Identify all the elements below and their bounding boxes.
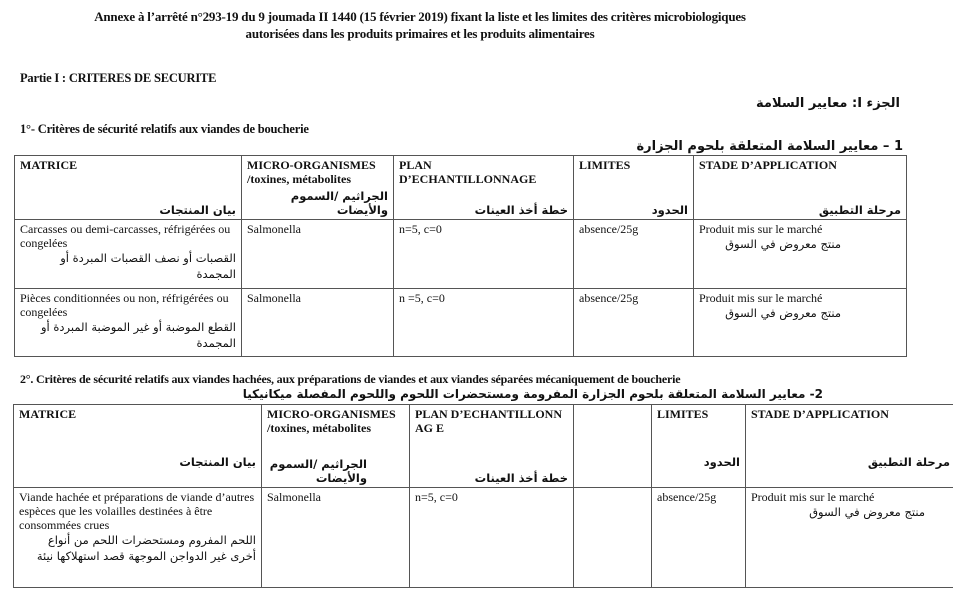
stade-fr: Produit mis sur le marché [699,222,823,236]
part-heading-ar: الجزء I: معايير السلامة [756,96,900,111]
cell-limites: absence/25g [574,220,694,289]
header-ar: بيان المنتجات [159,203,236,217]
header-fr: PLAN D’ECHANTILLONNAGE [399,158,537,186]
cell-limites: absence/25g [652,488,746,588]
section2-heading-fr: 2°. Critères de sécurité relatifs aux viandes hachées, aux préparations de viandes et aux viandes séparées mécaniquement de boucherie [20,372,681,386]
column-header-plan [410,405,574,488]
section1-table [14,155,907,357]
cell-micro: Salmonella [242,220,394,289]
column-header-limites [574,156,694,220]
document-title-line2: autorisées dans les produits primaires et les produits alimentaires [245,26,595,41]
cell-matrice [15,220,242,289]
header-fr: MICRO-ORGANISMES /toxines, métabolites [247,158,376,186]
column-header-empty [574,405,652,488]
section2-heading-ar: 2- معايير السلامة المتعلقة بلحوم الجزارة المفرومة ومستحضرات اللحوم واللحوم المفصلة ميكانيكيا [242,387,823,401]
column-header-micro-organismes [262,405,410,488]
header-ar: مرحلة التطبيق [818,203,901,217]
header-ar: الجراثيم /السموم والأيضات [290,189,388,217]
document-title-line1: Annexe à l’arrêté n°293-19 du 9 joumada II 1440 (15 février 2019) fixant la liste et les limites des critères microbiologiques [94,9,746,24]
column-header-stade [746,405,953,488]
header-fr: PLAN D’ECHANTILLONNAG E [415,407,563,435]
cell-matrice [14,488,262,588]
header-fr: LIMITES [579,158,631,172]
header-ar: خطة أخذ العينات [474,471,568,485]
cell-plan: n=5, c=0 [410,488,574,588]
cell-plan: n=5, c=0 [394,220,574,289]
document-title [0,8,840,42]
header-ar: الحدود [651,203,688,217]
cell-micro: Salmonella [262,488,410,588]
cell-plan: n =5, c=0 [394,289,574,357]
matrice-fr: Carcasses ou demi-carcasses, réfrigérées ou congelées [20,222,231,250]
cell-limites: absence/25g [574,289,694,357]
column-header-micro-organismes [242,156,394,220]
header-ar: مرحلة التطبيق [867,455,950,469]
matrice-ar: اللحم المفروم ومستحضرات اللحم من أنواع أخرى غير الدواجن الموجهة قصد استهلاكها نيئة [36,533,256,563]
column-header-matrice [14,405,262,488]
section1-heading-ar: 1 – معايير السلامة المتعلقة بلحوم الجزارة [636,139,903,154]
header-fr: STADE D’APPLICATION [699,158,837,172]
column-header-matrice [15,156,242,220]
cell-micro: Salmonella [242,289,394,357]
header-fr: MICRO-ORGANISMES /toxines, métabolites [267,407,396,435]
matrice-fr: Viande hachée et préparations de viande d’autres espèces que les volailles destinées à être consommées crues [19,490,255,532]
table-row [15,289,907,357]
cell-stade [694,220,907,289]
header-fr: MATRICE [20,158,78,172]
stade-ar: منتج معروض في السوق [725,306,841,320]
column-header-plan [394,156,574,220]
header-ar: الحدود [703,455,740,469]
matrice-fr: Pièces conditionnées ou non, réfrigérées ou congelées [20,291,229,319]
matrice-ar: القصبات أو نصف القصبات المبردة أو المجمدة [60,251,236,281]
table-header-row [14,405,953,488]
cell-stade [694,289,907,357]
cell-matrice [15,289,242,357]
table-row [15,220,907,289]
header-ar: خطة أخذ العينات [474,203,568,217]
header-fr: STADE D’APPLICATION [751,407,889,421]
stade-ar: منتج معروض في السوق [725,237,841,251]
header-ar: الجراثيم /السموم والأيضات [269,457,367,485]
cell-empty [574,488,652,588]
section2-table [13,404,953,588]
header-ar: بيان المنتجات [179,455,256,469]
header-fr: MATRICE [19,407,77,421]
stade-fr: Produit mis sur le marché [751,490,875,504]
cell-stade [746,488,953,588]
table-row [14,488,953,588]
part-heading-fr: Partie I : CRITERES DE SECURITE [20,71,217,85]
stade-fr: Produit mis sur le marché [699,291,823,305]
matrice-ar: القطع الموضبة أو غير الموضبة المبردة أو المجمدة [40,320,236,350]
column-header-limites [652,405,746,488]
stade-ar: منتج معروض في السوق [809,505,925,519]
section1-heading-fr: 1°- Critères de sécurité relatifs aux viandes de boucherie [20,122,309,136]
table-header-row [15,156,907,220]
header-fr: LIMITES [657,407,709,421]
column-header-stade [694,156,907,220]
